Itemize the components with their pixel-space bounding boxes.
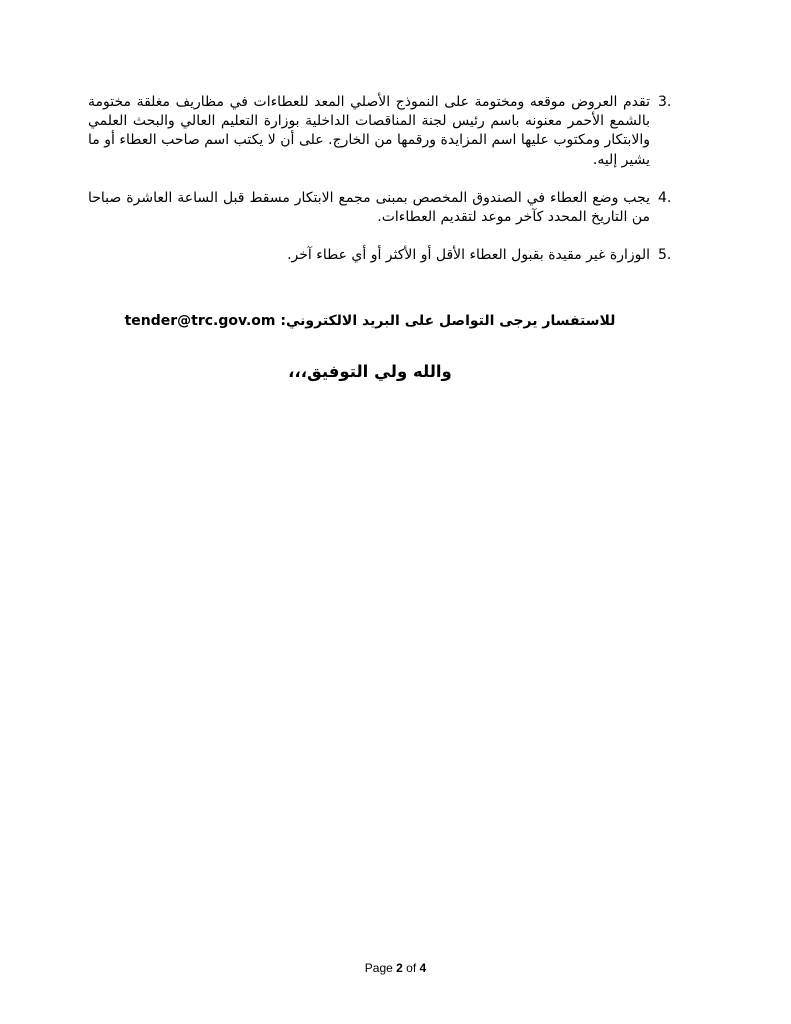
item-text: يجب وضع العطاء في الصندوق المخصص بمبنى مجمع الابتكار مسقط قبل الساعة العاشرة صباحا من التاريخ المحدد كآخر موعد لتقديم العطاءات. xyxy=(88,189,650,226)
contact-line xyxy=(120,313,620,329)
list-item xyxy=(88,246,686,265)
list-item xyxy=(88,93,686,170)
contact-email: tender@trc.gov.om xyxy=(124,313,276,329)
item-text: تقدم العروض موقعه ومختومة على النموذج الأصلي المعد للعطاءات في مظاريف مغلقة مختومة بالشمع الأحمر معنونه باسم رئيس لجنة المناقصات الداخلية بوزارة التعليم العالي والبحث العلمي والابتكار ومكتوب عليها اسم المزايدة ورقمها من الخارج. على أن لا يكتب اسم صاحب العطاء أو ما يشير إليه. xyxy=(88,94,650,168)
item-text: الوزارة غير مقيدة بقبول العطاء الأقل أو الأكثر أو أي عطاء آخر. xyxy=(287,247,650,264)
item-number: 4. xyxy=(658,189,672,206)
page-footer xyxy=(0,961,791,975)
contact-label: للاستفسار يرجى التواصل على البريد الالكتروني: xyxy=(280,313,616,329)
page-word: Page xyxy=(364,961,393,975)
closing-remark: والله ولي التوفيق،،، xyxy=(288,362,452,381)
total-pages-number: 4 xyxy=(419,961,427,975)
conditions-list xyxy=(88,93,686,265)
of-word: of xyxy=(406,961,417,975)
item-number: 3. xyxy=(658,94,672,110)
current-page-number: 2 xyxy=(396,961,403,975)
item-number: 5. xyxy=(658,247,672,264)
list-item xyxy=(88,189,686,227)
